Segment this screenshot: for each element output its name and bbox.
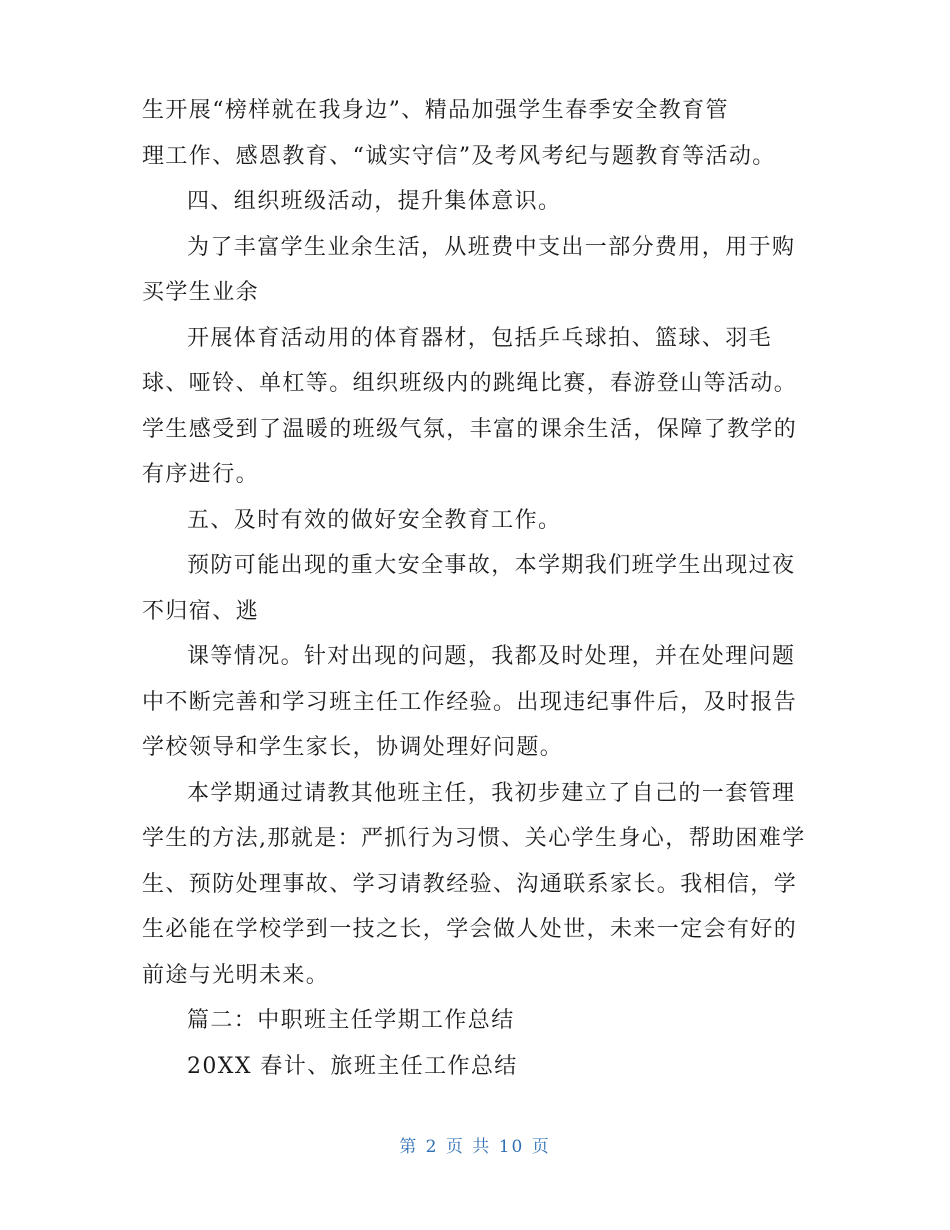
text-line: 不归宿、逃 — [142, 598, 260, 624]
text-line: 买学生业余 — [142, 280, 260, 305]
text-line: 生、预防处理事故、学习请教经验、沟通联系家长。我相信，学 — [142, 871, 798, 897]
text-line: 球、哑铃、单杠等。组织班级内的跳绳比赛，春游登山等活动。 — [142, 371, 798, 396]
text-line: 生开展“榜样就在我身边”、精品加强学生春季安全教育管 — [142, 98, 729, 123]
text-line: 中不断完善和学习班主任工作经验。出现违纪事件后，及时报告 — [142, 689, 798, 715]
text-line: 理工作、感恩教育、“诚实守信”及考风考纪与题教育等活动。 — [142, 143, 776, 169]
text-line: 课等情况。针对出现的问题，我都及时处理，并在处理问题 — [187, 644, 796, 669]
text-line: 为了丰富学生业余生活，从班费中支出一部分费用，用于购 — [187, 234, 796, 260]
text-line: 有序进行。 — [142, 462, 260, 487]
document-body — [142, 88, 812, 1089]
section-heading: 篇二：中职班主任学期工作总结 — [187, 1008, 515, 1033]
text-line: 学校领导和学生家长，协调处理好问题。 — [142, 735, 564, 760]
text-line: 学生感受到了温暖的班级气氛，丰富的课余生活，保障了教学的 — [142, 416, 798, 442]
text-line: 预防可能出现的重大安全事故，本学期我们班学生出现过夜 — [187, 553, 796, 578]
text-line: 开展体育活动用的体育器材，包括乒乓球拍、篮球、羽毛 — [187, 325, 773, 351]
text-line: 生必能在学校学到一技之长，学会做人处世，未来一定会有好的 — [142, 917, 798, 942]
text-line: 本学期通过请教其他班主任，我初步建立了自己的一套管理 — [187, 780, 796, 806]
document-subtitle: 20XX 春计、旅班主任工作总结 — [187, 1053, 518, 1079]
section-heading: 四、组织班级活动，提升集体意识。 — [187, 189, 562, 214]
page-number: 第 2 页 共 10 页 — [399, 1137, 551, 1157]
text-line: 前途与光明未来。 — [142, 962, 330, 988]
section-heading: 五、及时有效的做好安全教育工作。 — [187, 507, 562, 533]
text-line: 学生的方法,那就是：严抓行为习惯、关心学生身心，帮助困难学 — [142, 826, 806, 851]
